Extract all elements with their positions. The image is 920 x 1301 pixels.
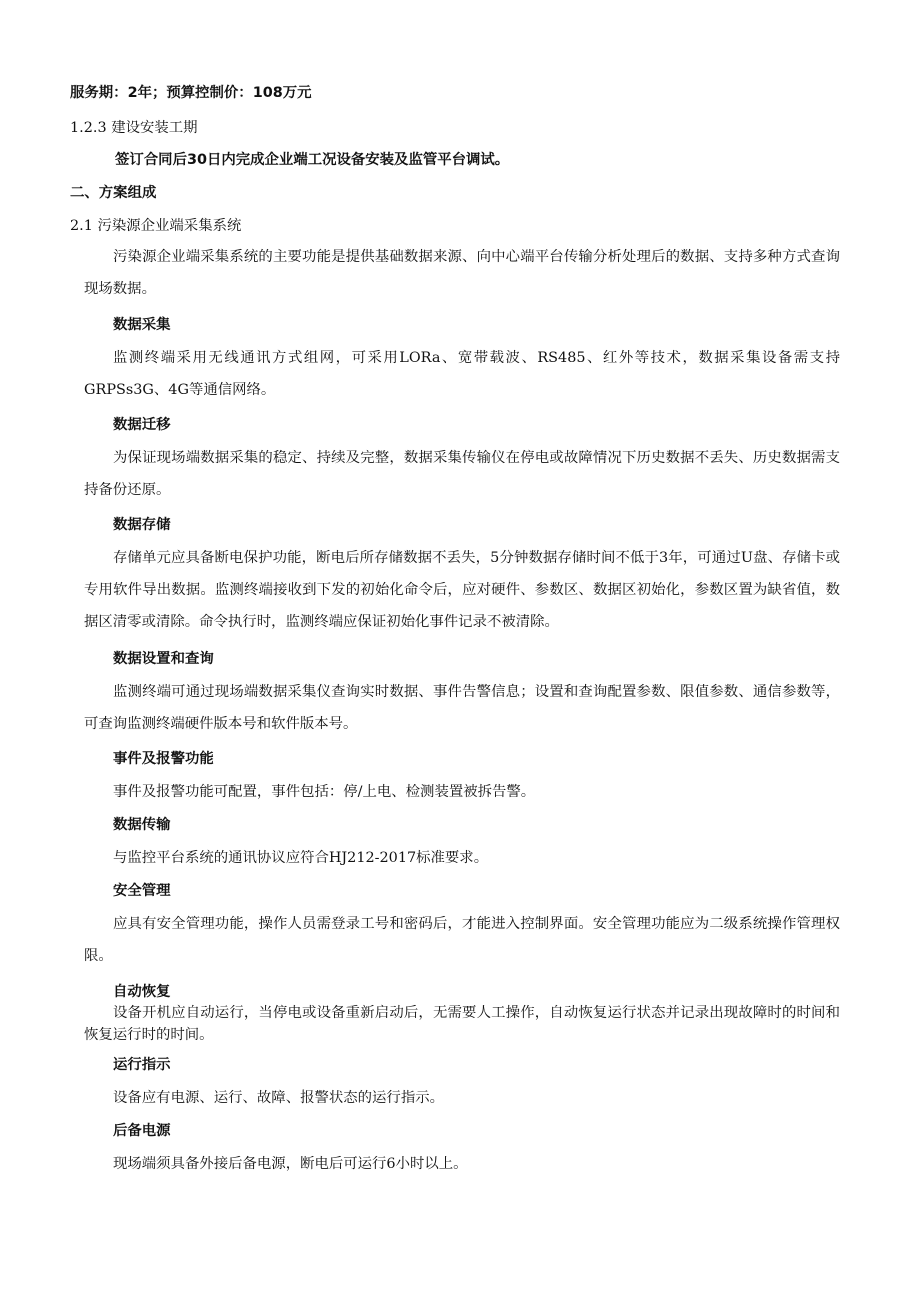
item-body-data-collection: 监测终端采用无线通讯方式组网，可采用LORa、宽带载波、RS485、红外等技术，数据采集设备需支持GRPSs3G、4G等通信网络。 [84,350,840,398]
item-title-security-management: 安全管理 [113,883,171,899]
section-1-2-3-heading: 1.2.3 建设安装工期 [70,120,198,136]
section-1-2-3-body: 签订合同后30日内完成企业端工况设备安装及监管平台调试。 [115,152,510,168]
item-title-data-transmission: 数据传输 [113,817,171,833]
item-body-event-alarm: 事件及报警功能可配置，事件包括：停/上电、检测装置被拆告警。 [113,784,536,800]
item-title-data-collection: 数据采集 [113,317,171,333]
item-body-data-transmission: 与监控平台系统的通讯协议应符合HJ212-2017标准要求。 [113,850,489,866]
item-body-run-indicator: 设备应有电源、运行、故障、报警状态的运行指示。 [113,1090,444,1106]
section-2-heading: 二、方案组成 [70,185,157,201]
item-title-run-indicator: 运行指示 [113,1057,171,1073]
item-body-backup-power: 现场端须具备外接后备电源，断电后可运行6小时以上。 [113,1156,468,1172]
item-body-auto-recovery: 设备开机应自动运行，当停电或设备重新启动后，无需要人工操作，自动恢复运行状态并记录出现故障时的时间和恢复运行时的时间。 [84,1005,840,1043]
service-budget-line: 服务期：2年；预算控制价：108万元 [70,85,312,101]
item-title-event-alarm: 事件及报警功能 [113,751,214,767]
section-2-1-heading: 2.1 污染源企业端采集系统 [70,218,242,234]
item-body-security-management: 应具有安全管理功能，操作人员需登录工号和密码后，才能进入控制界面。安全管理功能应为二级系统操作管理权限。 [84,916,840,964]
item-title-data-migration: 数据迁移 [113,417,171,433]
item-body-data-storage: 存储单元应具备断电保护功能，断电后所存储数据不丢失，5分钟数据存储时间不低于3年，可通过U盘、存储卡或专用软件导出数据。监测终端接收到下发的初始化命令后，应对硬件、参数区、数据区初始化，参数区置为缺省值，数据区清零或清除。命令执行时，监测终端应保证初始化事件记录不被清除。 [84,550,840,630]
item-title-data-settings-query: 数据设置和查询 [113,651,214,667]
item-body-data-settings-query: 监测终端可通过现场端数据采集仪查询实时数据、事件告警信息；设置和查询配置参数、限值参数、通信参数等，可查询监测终端硬件版本号和软件版本号。 [84,684,840,732]
item-title-auto-recovery: 自动恢复 [113,984,171,1000]
item-body-data-migration: 为保证现场端数据采集的稳定、持续及完整，数据采集传输仪在停电或故障情况下历史数据不丢失、历史数据需支持备份还原。 [84,450,840,498]
item-title-backup-power: 后备电源 [113,1123,171,1139]
section-2-1-intro: 污染源企业端采集系统的主要功能是提供基础数据来源、向中心端平台传输分析处理后的数据、支持多种方式查询现场数据。 [84,249,840,297]
item-title-data-storage: 数据存储 [113,517,171,533]
